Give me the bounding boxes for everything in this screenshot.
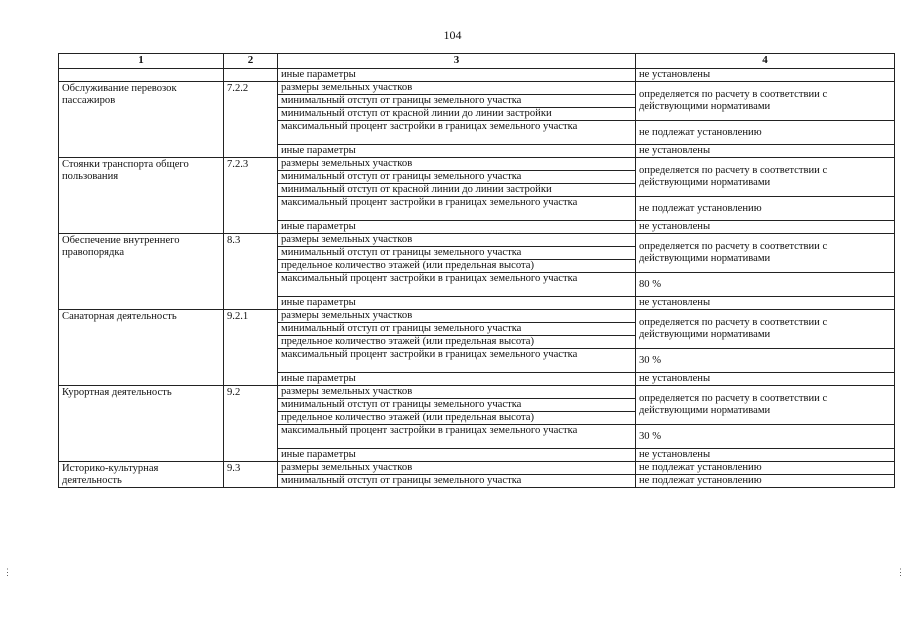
value-cell: определяется по расчету в соответствии с действующими нормативами — [636, 234, 895, 273]
value-cell: определяется по расчету в соответствии с действующими нормативами — [636, 82, 895, 121]
param-cell: минимальный отступ от красной линии до линии застройки — [278, 108, 636, 121]
param-cell: минимальный отступ от красной линии до линии застройки — [278, 184, 636, 197]
value-cell: определяется по расчету в соответствии с действующими нормативами — [636, 158, 895, 197]
land-use-name: Стоянки транспорта общего пользования — [59, 158, 224, 234]
param-cell: предельное количество этажей (или предельная высота) — [278, 336, 636, 349]
param-cell: размеры земельных участков — [278, 82, 636, 95]
param-cell: максимальный процент застройки в границах земельного участка — [278, 425, 636, 449]
header-row — [59, 54, 895, 69]
param-cell: размеры земельных участков — [278, 310, 636, 323]
land-use-code: 7.2.2 — [224, 82, 278, 158]
land-use-name: Обеспечение внутреннего правопорядка — [59, 234, 224, 310]
land-use-code: 9.3 — [224, 462, 278, 488]
param-cell: максимальный процент застройки в границах земельного участка — [278, 197, 636, 221]
param-cell: иные параметры — [278, 221, 636, 234]
value-cell: не подлежат установлению — [636, 462, 895, 475]
land-use-name: Курортная деятельность — [59, 386, 224, 462]
edge-mark-left: ⋮ — [3, 567, 12, 577]
land-use-code: 8.3 — [224, 234, 278, 310]
table-row — [59, 386, 895, 399]
value-cell: определяется по расчету в соответствии с действующими нормативами — [636, 386, 895, 425]
value-cell: 80 % — [636, 273, 895, 297]
value-cell: не установлены — [636, 297, 895, 310]
param-cell: размеры земельных участков — [278, 158, 636, 171]
param-cell: минимальный отступ от границы земельного участка — [278, 171, 636, 184]
param-cell: минимальный отступ от границы земельного участка — [278, 399, 636, 412]
value-cell: не подлежат установлению — [636, 197, 895, 221]
land-use-name: Санаторная деятельность — [59, 310, 224, 386]
land-use-name: Историко-культурная деятельность — [59, 462, 224, 488]
edge-mark-right: ⋮ — [896, 567, 905, 577]
land-use-code: 7.2.3 — [224, 158, 278, 234]
param-cell: иные параметры — [278, 373, 636, 386]
value-cell: не подлежат установлению — [636, 121, 895, 145]
param-cell: предельное количество этажей (или предельная высота) — [278, 412, 636, 425]
param-cell: размеры земельных участков — [278, 462, 636, 475]
param-cell: минимальный отступ от границы земельного участка — [278, 247, 636, 260]
use-cell — [59, 69, 224, 82]
code-cell — [224, 69, 278, 82]
param-cell: минимальный отступ от границы земельного участка — [278, 323, 636, 336]
land-use-code: 9.2 — [224, 386, 278, 462]
param-cell: предельное количество этажей (или предельная высота) — [278, 260, 636, 273]
param-cell: максимальный процент застройки в границах земельного участка — [278, 121, 636, 145]
param-cell: максимальный процент застройки в границах земельного участка — [278, 349, 636, 373]
value-cell: определяется по расчету в соответствии с действующими нормативами — [636, 310, 895, 349]
header-col-3: 3 — [278, 54, 636, 69]
header-col-4: 4 — [636, 54, 895, 69]
param-cell: иные параметры — [278, 145, 636, 158]
land-use-code: 9.2.1 — [224, 310, 278, 386]
param-cell: минимальный отступ от границы земельного участка — [278, 475, 636, 488]
param-cell: размеры земельных участков — [278, 386, 636, 399]
value-cell: не установлены — [636, 449, 895, 462]
header-col-2: 2 — [224, 54, 278, 69]
value-cell: не установлены — [636, 221, 895, 234]
param-cell: размеры земельных участков — [278, 234, 636, 247]
value-cell: не подлежат установлению — [636, 475, 895, 488]
header-col-1: 1 — [59, 54, 224, 69]
value-cell: 30 % — [636, 425, 895, 449]
table-row — [59, 310, 895, 323]
table-row — [59, 82, 895, 95]
page-number: 104 — [443, 28, 462, 42]
value-cell: 30 % — [636, 349, 895, 373]
land-use-name: Обслуживание перевозок пассажиров — [59, 82, 224, 158]
table-row — [59, 234, 895, 247]
param-cell: минимальный отступ от границы земельного участка — [278, 95, 636, 108]
value-cell: не установлены — [636, 69, 895, 82]
param-cell: иные параметры — [278, 69, 636, 82]
table-row — [59, 462, 895, 475]
value-cell: не установлены — [636, 145, 895, 158]
table-row — [59, 69, 895, 82]
regulations-table — [58, 53, 895, 488]
param-cell: максимальный процент застройки в границах земельного участка — [278, 273, 636, 297]
param-cell: иные параметры — [278, 297, 636, 310]
param-cell: иные параметры — [278, 449, 636, 462]
table-row — [59, 158, 895, 171]
value-cell: не установлены — [636, 373, 895, 386]
table-body — [59, 69, 895, 488]
